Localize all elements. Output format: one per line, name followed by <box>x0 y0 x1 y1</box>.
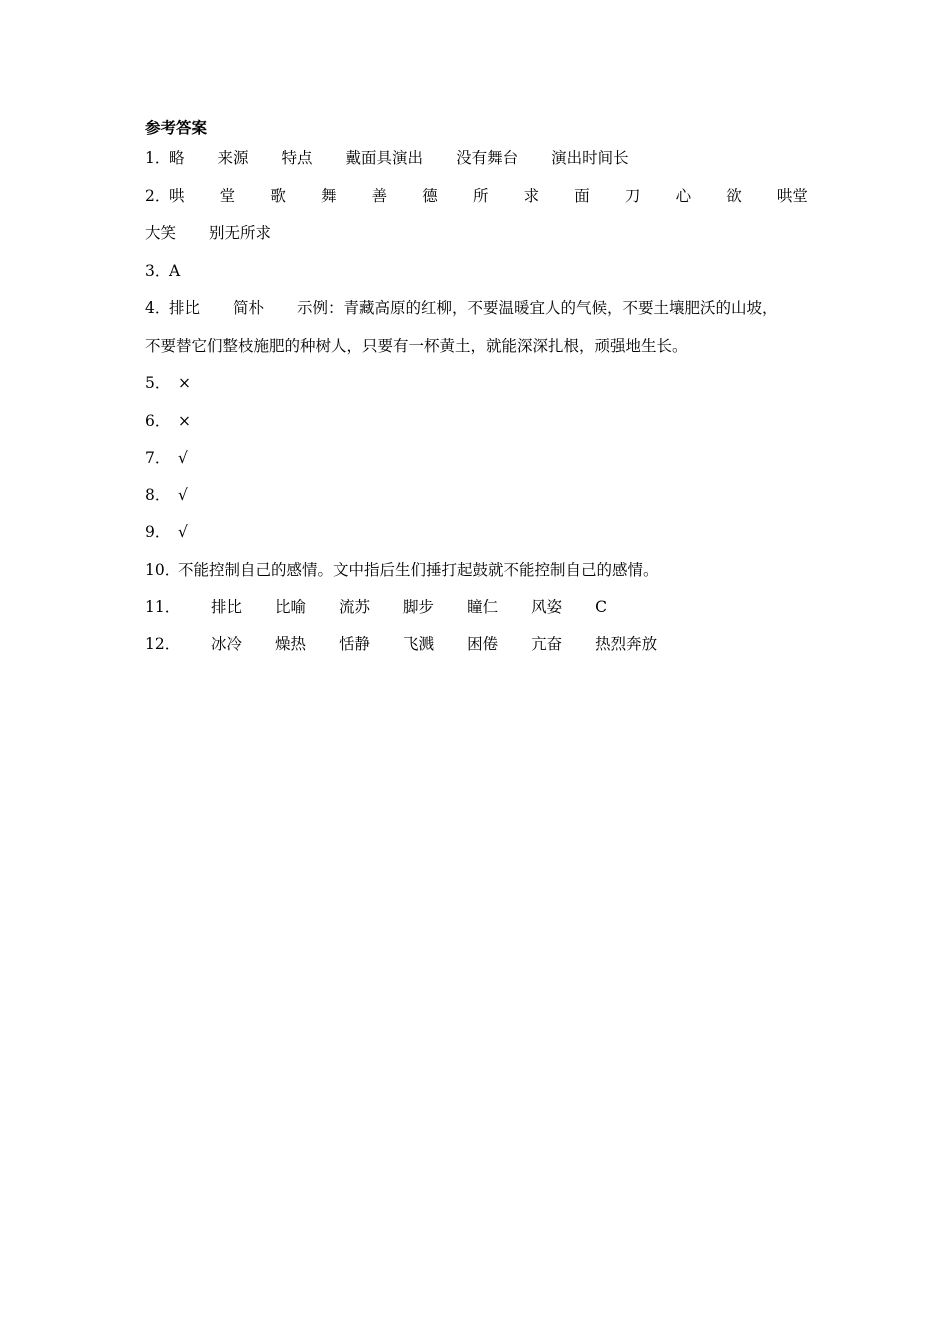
question-number: 11． <box>145 598 181 616</box>
answer-item: 比喻 <box>275 598 307 616</box>
answer-mark: √ <box>178 486 188 504</box>
answer-9 <box>145 522 808 542</box>
question-number: 10． <box>145 561 181 579</box>
answer-item: 面 <box>574 187 590 205</box>
answer-item: 哄堂 <box>776 187 808 205</box>
answer-item: 恬静 <box>339 635 371 653</box>
answer-item: 堂 <box>219 187 236 205</box>
answer-item: 略 <box>169 149 185 167</box>
answer-mark: √ <box>178 523 188 541</box>
answer-item: 困倦 <box>467 635 499 653</box>
question-number: 9． <box>145 523 171 541</box>
answer-2-continued <box>145 223 808 243</box>
question-number: 8． <box>145 486 171 504</box>
question-number: 2． <box>145 187 171 205</box>
answer-mark: √ <box>178 449 188 467</box>
answer-11 <box>145 597 808 617</box>
question-number: 12． <box>145 635 181 653</box>
answer-item: 冰冷 <box>211 635 243 653</box>
answer-item: 飞溅 <box>403 635 435 653</box>
answer-item: 别无所求 <box>209 224 272 242</box>
answer-mark: × <box>178 412 191 430</box>
answer-item: 流苏 <box>339 598 371 616</box>
answer-12 <box>145 634 808 654</box>
answer-item: 脚步 <box>403 598 435 616</box>
answer-1 <box>145 148 808 168</box>
answer-item: 简朴 <box>233 299 265 317</box>
answer-item: 善 <box>371 187 388 205</box>
answer-item: 来源 <box>217 149 249 167</box>
answer-item: 求 <box>523 187 540 205</box>
answer-item: 燥热 <box>275 635 307 653</box>
page-title: 参考答案 <box>145 119 208 137</box>
answer-item: C <box>595 598 607 616</box>
question-number: 6． <box>145 412 171 430</box>
question-number: 3． <box>145 262 171 280</box>
answer-item: 亢奋 <box>531 635 563 653</box>
answer-item: 刀 <box>624 187 641 205</box>
answer-7 <box>145 448 808 468</box>
answer-item: 瞳仁 <box>467 598 499 616</box>
answer-text: 示例：青藏高原的红柳，不要温暖宜人的气候，不要土壤肥沃的山坡， <box>297 299 778 317</box>
answer-item: 没有舞台 <box>456 149 519 167</box>
answer-item: 排比 <box>169 299 201 317</box>
answer-item: 欲 <box>726 187 742 205</box>
answer-3 <box>145 261 808 281</box>
answer-item: 歌 <box>270 187 286 205</box>
answer-item: 风姿 <box>531 598 563 616</box>
answer-item: 哄 <box>169 187 185 205</box>
question-number: 4． <box>145 299 171 317</box>
answer-text: 不能控制自己的感情。文中指后生们捶打起鼓就不能控制自己的感情。 <box>178 561 659 579</box>
question-number: 5． <box>145 374 171 392</box>
answer-item: 排比 <box>211 598 243 616</box>
answer-item: 心 <box>675 187 692 205</box>
answer-item: 舞 <box>320 187 337 205</box>
answer-6 <box>145 411 808 431</box>
answer-item: 大笑 <box>145 224 177 242</box>
answer-mark: × <box>178 374 191 392</box>
answer-item: 德 <box>422 187 438 205</box>
answer-8 <box>145 485 808 505</box>
answer-4-continued: 不要替它们整枝施肥的种树人，只要有一杯黄土，就能深深扎根，顽强地生长。 <box>145 337 688 355</box>
answer-item: 特点 <box>281 149 313 167</box>
answer-5 <box>145 373 808 393</box>
answer-4 <box>145 298 808 318</box>
question-number: 7． <box>145 449 171 467</box>
answer-item: 演出时间长 <box>551 149 629 167</box>
answer-item: 所 <box>472 187 489 205</box>
question-number: 1． <box>145 149 171 167</box>
answer-2 <box>145 186 808 206</box>
answer-text: A <box>169 262 181 280</box>
answer-10 <box>145 560 808 580</box>
answer-item: 热烈奔放 <box>595 635 658 653</box>
answer-item: 戴面具演出 <box>345 149 424 167</box>
